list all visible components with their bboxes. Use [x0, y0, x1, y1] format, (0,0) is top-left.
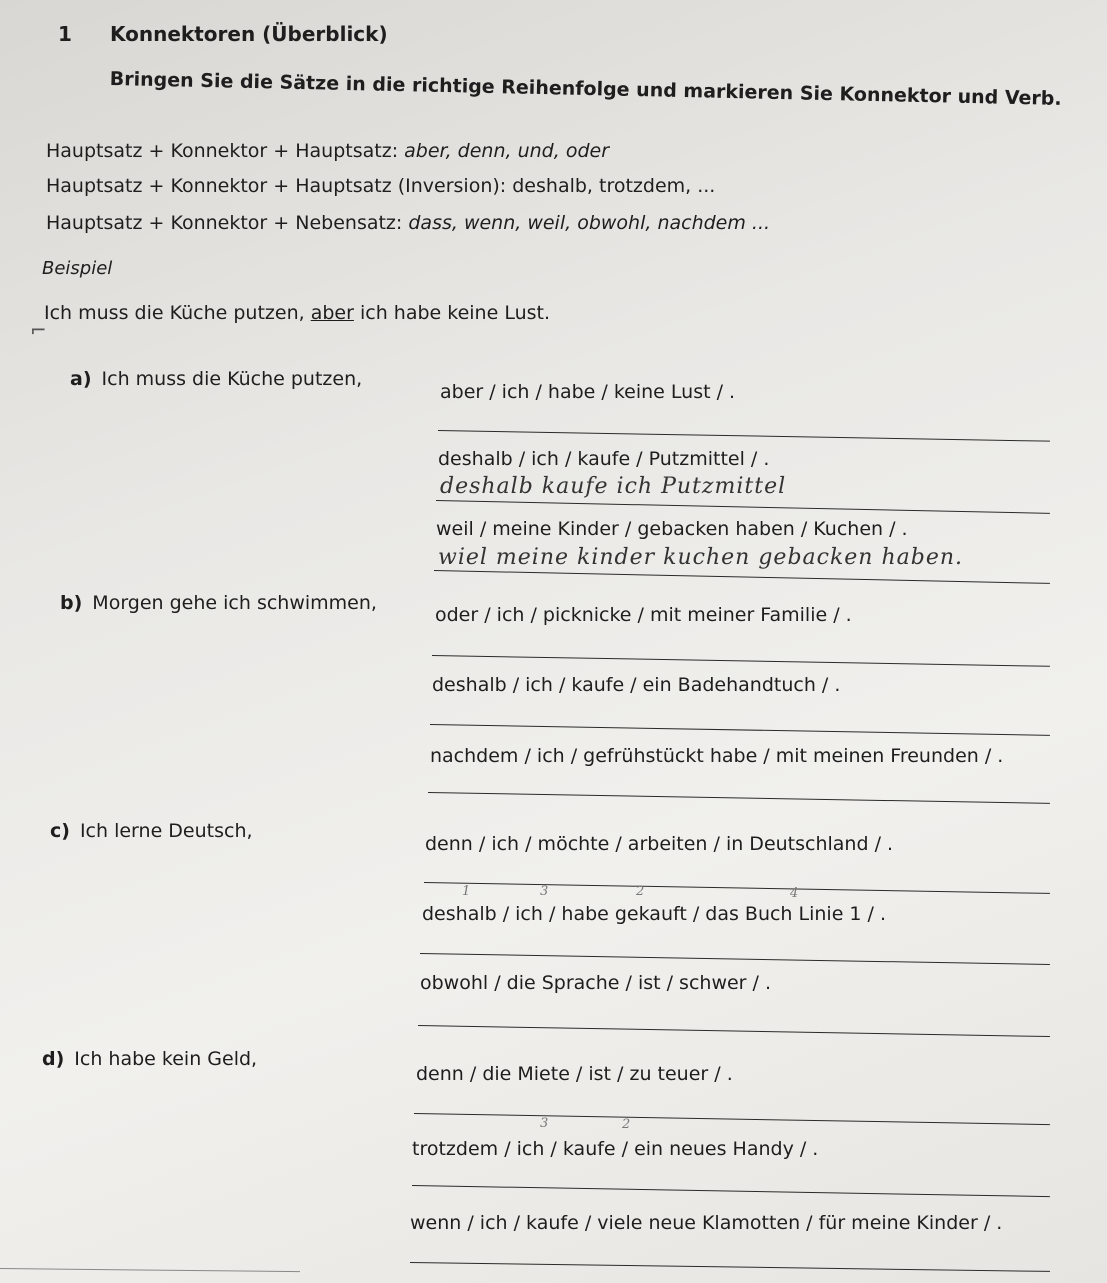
answer-line-d1[interactable] — [414, 1113, 1050, 1125]
prompt-a3: weil / meine Kinder / gebacken haben / Kuchen / . — [436, 518, 908, 540]
rule-connectors: dass, wenn, weil, obwohl, nachdem ... — [408, 212, 771, 234]
prompt-c1: denn / ich / möchte / arbeiten / in Deutschland / . — [425, 833, 894, 855]
page-edge-line — [0, 1268, 300, 1272]
answer-line-b3[interactable] — [428, 792, 1050, 804]
prompt-c2: deshalb / ich / habe gekauft / das Buch Linie 1 / . — [422, 903, 887, 925]
exercise-instruction: Bringen Sie die Sätze in die richtige Reihenfolge und markieren Sie Konnektor und Verb. — [109, 68, 1062, 110]
prompt-b3: nachdem / ich / gefrühstückt habe / mit meinen Freunden / . — [430, 745, 1004, 767]
rule-connectors: deshalb, trotzdem, ... — [512, 175, 716, 197]
rule-line-2 — [46, 175, 715, 197]
exercise-a: a) Ich muss die Küche putzen, — [70, 368, 363, 390]
pencil-mark: 3 — [540, 884, 549, 899]
pencil-mark: 1 — [462, 884, 471, 899]
prompt-b2: deshalb / ich / kaufe / ein Badehandtuch / . — [432, 674, 841, 696]
exercise-d: d) Ich habe kein Geld, — [42, 1048, 258, 1070]
rule-line-3 — [46, 212, 770, 234]
prompt-d1: denn / die Miete / ist / zu teuer / . — [416, 1063, 733, 1085]
answer-line-c3[interactable] — [418, 1025, 1050, 1037]
pencil-mark: 4 — [790, 886, 799, 901]
prompt-a2: deshalb / ich / kaufe / Putzmittel / . — [438, 448, 770, 470]
answer-line-d2[interactable] — [412, 1185, 1050, 1197]
answer-line-a2[interactable] — [436, 500, 1050, 514]
rule-connectors: aber, denn, und, oder — [404, 140, 610, 162]
answer-line-a1[interactable] — [438, 430, 1050, 442]
exercise-b: b) Morgen gehe ich schwimmen, — [60, 592, 377, 614]
answer-line-c2[interactable] — [420, 953, 1050, 965]
prompt-c3: obwohl / die Sprache / ist / schwer / . — [420, 972, 772, 994]
example-connector: aber — [310, 302, 354, 324]
rule-pattern: Hauptsatz + Konnektor + Nebensatz: — [46, 212, 403, 234]
answer-line-c1[interactable] — [424, 882, 1050, 894]
handwritten-answer-a2: deshalb kaufe ich Putzmittel — [440, 474, 787, 499]
example-label: Beispiel — [42, 258, 113, 279]
answer-line-b1[interactable] — [432, 655, 1050, 667]
pencil-mark: 2 — [636, 884, 645, 899]
exercise-title: Konnektoren (Überblick) — [110, 22, 388, 46]
prompt-d2: trotzdem / ich / kaufe / ein neues Handy / . — [412, 1138, 819, 1160]
prompt-a1: aber / ich / habe / keine Lust / . — [440, 381, 736, 403]
prompt-b1: oder / ich / picknicke / mit meiner Familie / . — [435, 604, 852, 626]
rule-pattern: Hauptsatz + Konnektor + Hauptsatz: — [46, 140, 399, 162]
example-sentence: Ich muss die Küche putzen, aber ich habe keine Lust. — [44, 302, 550, 324]
rule-line-1 — [46, 140, 609, 162]
pencil-mark: 3 — [540, 1116, 549, 1131]
handwritten-answer-a3: wiel meine kinder kuchen gebacken haben. — [438, 545, 964, 570]
answer-line-b2[interactable] — [430, 724, 1050, 736]
pencil-mark: 2 — [622, 1117, 631, 1132]
answer-line-a3[interactable] — [434, 570, 1050, 584]
margin-mark: ⌐ — [30, 318, 47, 342]
rule-pattern: Hauptsatz + Konnektor + Hauptsatz (Inversion): — [46, 175, 507, 197]
exercise-number: 1 — [58, 22, 72, 46]
exercise-c: c) Ich lerne Deutsch, — [50, 820, 253, 842]
answer-line-d3[interactable] — [410, 1262, 1050, 1272]
prompt-d3: wenn / ich / kaufe / viele neue Klamotten / für meine Kinder / . — [410, 1212, 1003, 1234]
